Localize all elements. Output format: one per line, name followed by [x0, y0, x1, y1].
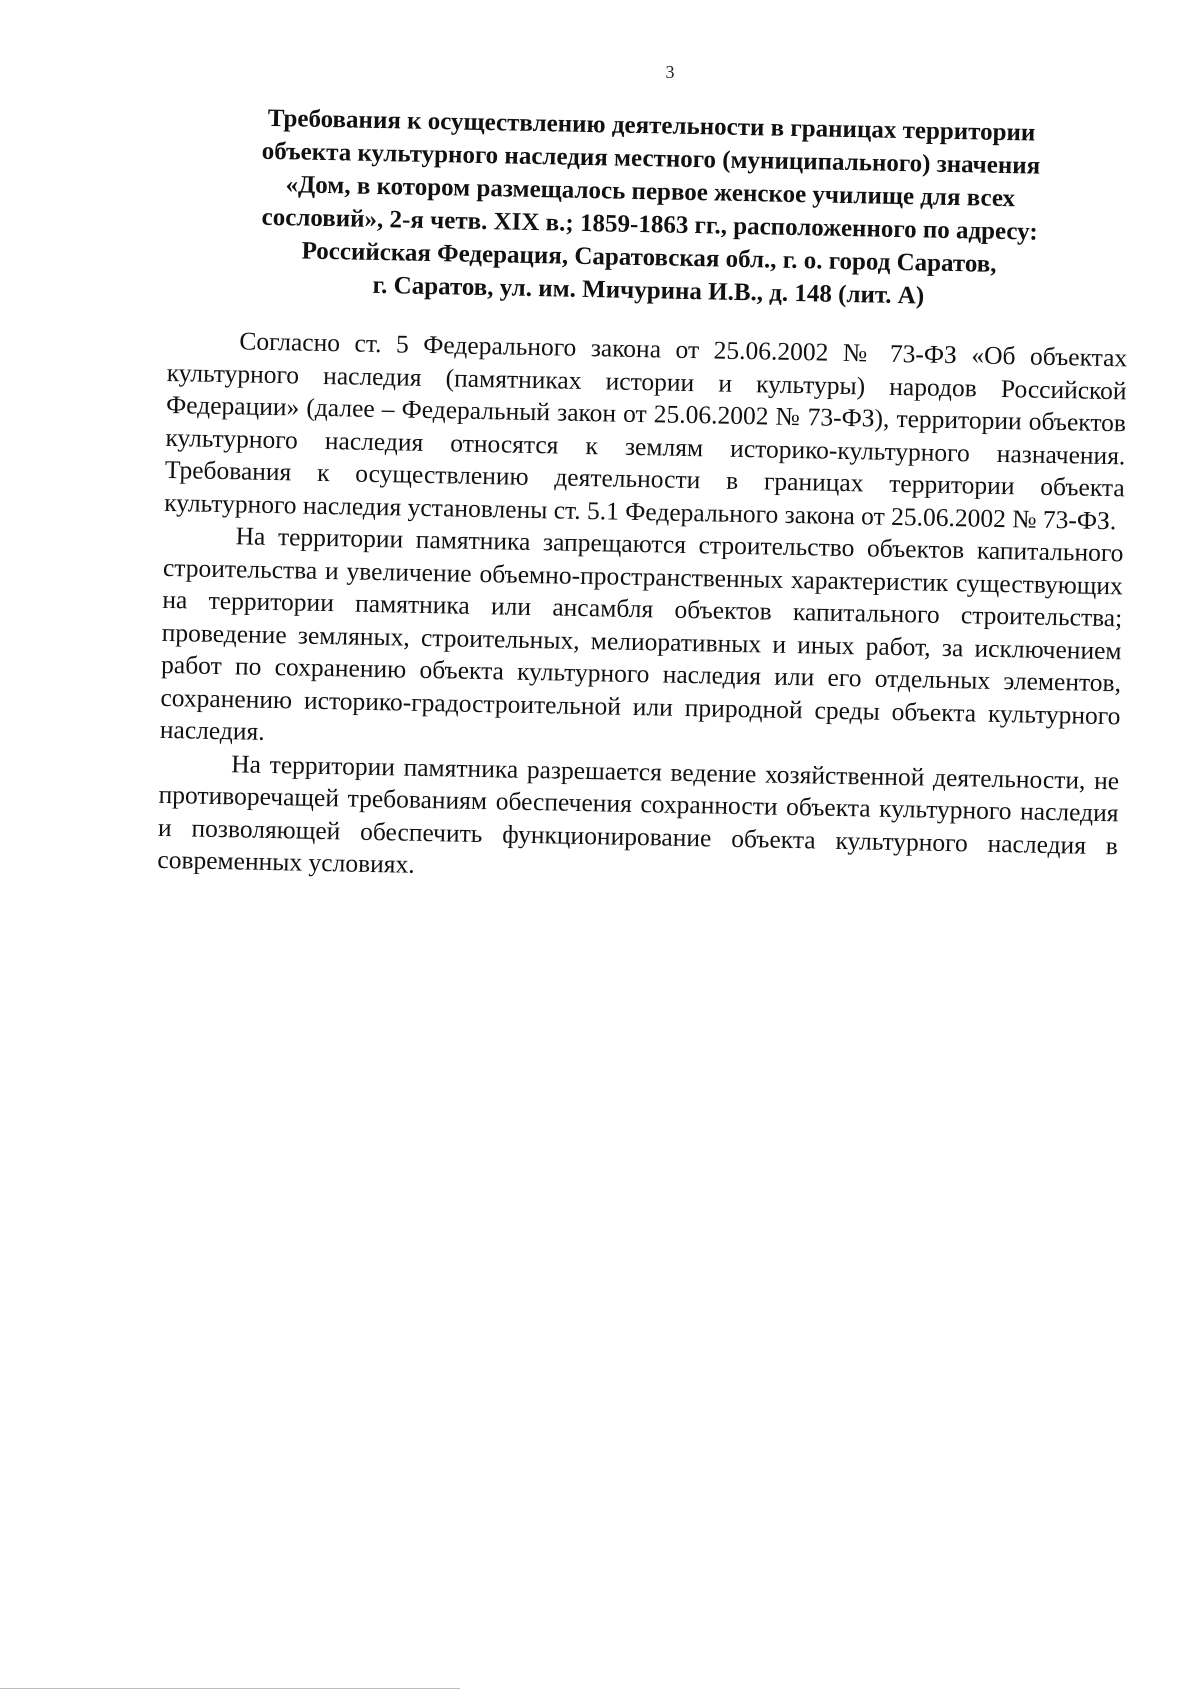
title-line: Российская Федерация, Саратовская обл., г. о. город Саратов, — [301, 237, 997, 278]
page-number: 3 — [665, 62, 675, 82]
paragraph-permissions: На территории памятника разрешается ведение хозяйственной деятельности, не противоречащей требованиям обеспечения сохранности объекта культурного наследия и позволяющей обеспечить функционирование объекта культурного наследия в современных условиях. — [157, 748, 1120, 879]
document-title — [168, 100, 1132, 316]
document-body — [157, 100, 1132, 895]
title-line: г. Саратов, ул. им. Мичурина И.В., д. 148 (лит. А) — [372, 271, 925, 310]
paragraph-legal-basis: Согласно ст. 5 Федерального закона от 25.06.2002 № 73-ФЗ «Об объектах культурного наследия (памятниках истории и культуры) народов Российской Федерации» (далее – Федеральный закон от 25.06.2002 № 73-ФЗ), территории объектов культурного наследия относятся к землям историко-культурного назначения. Требования к осуществлению деятельности в границах территории объекта культурного наследия установлены ст. 5.1 Федерального закона от 25.06.2002 № 73-ФЗ. — [164, 326, 1128, 535]
paragraph-prohibitions: На территории памятника запрещаются строительство объектов капитального строительства и увеличение объемно-пространственных характеристик существующих на территории памятника или ансамбля объектов капитального строительства; проведение земляных, строительных, мелиоративных и иных работ, за исключением работ по сохранению объекта культурного наследия или его отдельных элементов, сохранению историко-градостроительной или природной среды объекта культурного наследия. — [159, 521, 1124, 746]
title-line: объекта культурного наследия местного (муниципального) значения — [261, 137, 1041, 180]
title-line: сословий», 2-я четв. XIX в.; 1859-1863 гг., расположенного по адресу: — [261, 203, 1038, 246]
title-line: Требования к осуществлению деятельности в границах территории — [267, 104, 1036, 147]
scan-edge-line — [0, 1688, 460, 1689]
title-line: «Дом, в котором размещалось первое женское училище для всех — [285, 171, 1016, 213]
